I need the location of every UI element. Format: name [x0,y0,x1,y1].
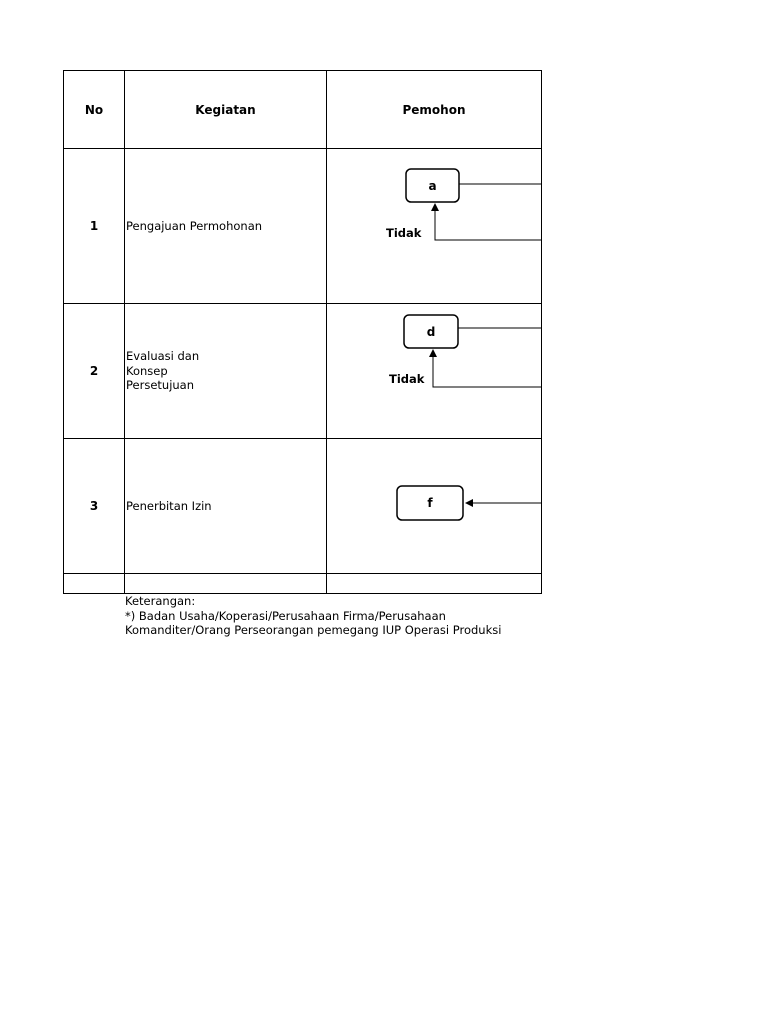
flow-box-a-label: a [428,179,437,193]
row-3-no-label: 3 [89,499,99,513]
keterangan-line-1: *) Badan Usaha/Koperasi/Perusahaan Firma/Perusahaan [125,608,446,623]
flow-box-f-label: f [427,496,433,510]
row-1-no-label: 1 [89,219,99,233]
header-kegiatan-label: Kegiatan [195,102,256,117]
tidak-label-2: Tidak [389,372,425,386]
row-1-kegiatan-label: Pengajuan Permohonan [126,218,263,233]
connector-d-return [433,350,542,387]
flow-box-d-label: d [426,325,436,339]
row-2-no-label: 2 [89,364,99,378]
keterangan [125,594,501,638]
row-2-kegiatan-label: Evaluasi dan Konsep Persetujuan [126,349,200,393]
row-3-kegiatan-label: Penerbitan Izin [126,498,212,513]
keterangan-title: Keterangan: [125,594,196,608]
header-no-label: No [84,102,104,117]
keterangan-line-2: Komanditer/Orang Perseorangan pemegang IUP Operasi Produksi [125,623,502,637]
header-pemohon-label: Pemohon [402,102,466,117]
connector-a-return [435,204,542,240]
tidak-label-1: Tidak [386,226,422,240]
